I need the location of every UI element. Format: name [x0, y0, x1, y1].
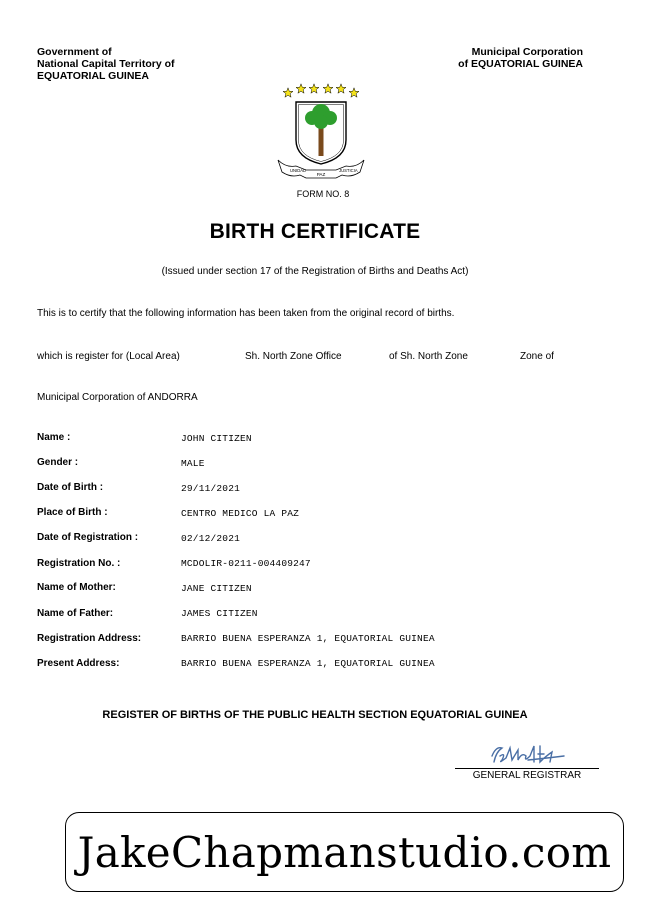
- issuer-line: Government of: [37, 46, 112, 58]
- document-title: BIRTH CERTIFICATE: [209, 220, 421, 243]
- field-value-name: JOHN CITIZEN: [181, 433, 252, 444]
- issuer-government: [37, 46, 175, 82]
- field-value-present-address: BARRIO BUENA ESPERANZA 1, EQUATORIAL GUINEA: [181, 658, 435, 669]
- coat-of-arms-emblem: [276, 80, 366, 180]
- field-label-gender: Gender :: [37, 457, 79, 468]
- field-value-registration-date: 02/12/2021: [181, 533, 241, 544]
- zone-of-text: of Sh. North Zone: [389, 351, 468, 362]
- signature-line: [455, 768, 599, 769]
- field-label-registration-no: Registration No. :: [37, 558, 121, 569]
- field-value-mother: JANE CITIZEN: [181, 583, 252, 594]
- field-value-dob: 29/11/2021: [181, 483, 241, 494]
- municipal-corporation-line: Municipal Corporation of ANDORRA: [37, 392, 198, 403]
- registrar-signature: [488, 742, 568, 766]
- signatory-title: GENERAL REGISTRAR: [472, 770, 582, 781]
- emblem-stars: [283, 84, 359, 97]
- register-footer: REGISTER OF BIRTHS OF THE PUBLIC HEALTH SECTION EQUATORIAL GUINEA: [102, 709, 528, 721]
- emblem-star: [336, 84, 346, 93]
- emblem-star: [323, 84, 333, 93]
- issuer-line: Municipal Corporation: [471, 46, 583, 58]
- field-value-gender: MALE: [181, 458, 205, 469]
- ribbon-word: PAZ: [316, 172, 326, 177]
- ribbon-word: UNIDAD: [290, 168, 307, 173]
- certify-statement: This is to certify that the following information has been taken from the original record of births.: [37, 308, 455, 319]
- emblem-star: [296, 84, 306, 93]
- field-label-place-of-birth: Place of Birth :: [37, 507, 108, 518]
- field-label-registration-address: Registration Address:: [37, 633, 142, 644]
- issuer-municipal: [458, 46, 583, 70]
- watermark-banner: [65, 812, 624, 892]
- zone-suffix: Zone of: [520, 351, 554, 362]
- field-label-mother: Name of Mother:: [37, 582, 116, 593]
- issuer-line: of EQUATORIAL GUINEA: [458, 58, 583, 70]
- issuer-line: EQUATORIAL GUINEA: [37, 70, 150, 82]
- zone-office: Sh. North Zone Office: [245, 351, 342, 362]
- form-number: FORM NO. 8: [296, 189, 350, 199]
- field-value-place-of-birth: CENTRO MEDICO LA PAZ: [181, 508, 300, 519]
- field-label-father: Name of Father:: [37, 608, 114, 619]
- emblem-star: [309, 84, 319, 93]
- ribbon-word: JUSTICIA: [339, 168, 358, 173]
- issuer-line: National Capital Territory of: [37, 58, 175, 70]
- emblem-star: [283, 88, 293, 97]
- field-value-registration-address: BARRIO BUENA ESPERANZA 1, EQUATORIAL GUINEA: [181, 633, 435, 644]
- emblem-star: [349, 88, 359, 97]
- field-label-dob: Date of Birth :: [37, 482, 104, 493]
- issued-under-text: (Issued under section 17 of the Registration of Births and Deaths Act): [161, 266, 469, 277]
- local-area-label: which is register for (Local Area): [37, 351, 180, 362]
- field-value-registration-no: MCDOLIR-0211-004409247: [181, 558, 311, 569]
- field-label-present-address: Present Address:: [37, 658, 120, 669]
- field-label-name: Name :: [37, 432, 71, 443]
- watermark-text: JakeChapmanstudio.com: [77, 827, 612, 877]
- field-label-registration-date: Date of Registration :: [37, 532, 139, 543]
- field-value-father: JAMES CITIZEN: [181, 608, 258, 619]
